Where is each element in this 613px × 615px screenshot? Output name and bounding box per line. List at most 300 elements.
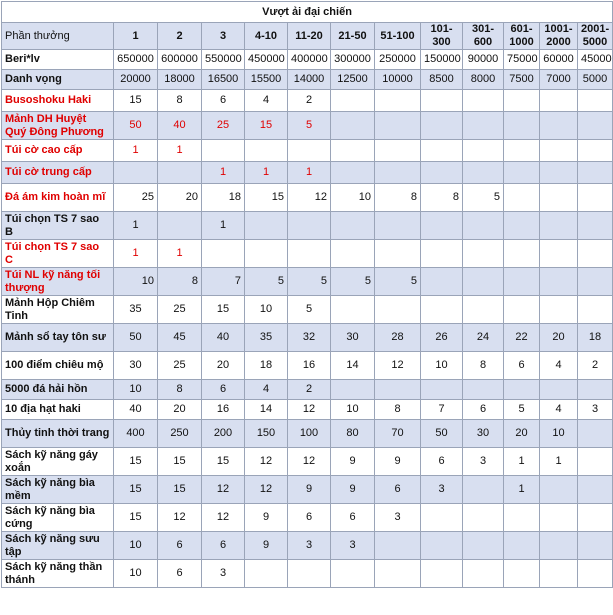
row-label: 10 địa hạt haki [2, 400, 114, 420]
row-value [540, 504, 578, 532]
row-value [114, 162, 158, 184]
row-value: 6 [504, 352, 540, 380]
row-value: 18 [578, 324, 613, 352]
row-value: 7500 [504, 70, 540, 90]
row-value: 24 [463, 324, 504, 352]
row-value: 2 [578, 352, 613, 380]
row-value [578, 420, 613, 448]
row-value [540, 184, 578, 212]
row-value [463, 268, 504, 296]
row-value: 300000 [331, 50, 375, 70]
row-value: 6 [202, 90, 245, 112]
row-value: 45000 [578, 50, 613, 70]
row-value [540, 532, 578, 560]
row-value [504, 380, 540, 400]
row-value: 15 [114, 476, 158, 504]
row-value: 30 [463, 420, 504, 448]
table-row [2, 162, 613, 184]
header-column: 601-1000 [504, 23, 540, 50]
row-value: 9 [375, 448, 421, 476]
table-row [2, 420, 613, 448]
row-value: 10 [540, 420, 578, 448]
row-value: 6 [375, 476, 421, 504]
row-value [540, 140, 578, 162]
row-value [331, 240, 375, 268]
row-value: 12 [202, 504, 245, 532]
row-value [578, 560, 613, 588]
header-column: 1001-2000 [540, 23, 578, 50]
row-label: Busoshoku Haki [2, 90, 114, 112]
row-value [375, 532, 421, 560]
row-value [288, 212, 331, 240]
row-value: 8 [421, 184, 463, 212]
row-value [331, 212, 375, 240]
row-value [504, 532, 540, 560]
row-value: 15 [158, 448, 202, 476]
row-value [540, 296, 578, 324]
row-value: 1 [114, 140, 158, 162]
row-label: Sách kỹ năng bìa mềm [2, 476, 114, 504]
row-value: 650000 [114, 50, 158, 70]
row-value: 200 [202, 420, 245, 448]
row-value: 9 [245, 504, 288, 532]
row-value: 5 [288, 268, 331, 296]
row-value: 80 [331, 420, 375, 448]
header-row [2, 23, 613, 50]
table-row [2, 560, 613, 588]
table-row [2, 212, 613, 240]
row-label: Sách kỹ năng thần thánh [2, 560, 114, 588]
row-value: 400 [114, 420, 158, 448]
row-value: 20 [540, 324, 578, 352]
row-value: 25 [158, 296, 202, 324]
header-label: Phần thưởng [2, 23, 114, 50]
row-value: 7000 [540, 70, 578, 90]
table-row [2, 324, 613, 352]
row-value [202, 140, 245, 162]
row-value [540, 560, 578, 588]
row-label: Túi cờ cao cấp [2, 140, 114, 162]
row-value [578, 380, 613, 400]
row-value [421, 112, 463, 140]
row-value: 5 [504, 400, 540, 420]
row-label: 100 điểm chiêu mộ [2, 352, 114, 380]
row-value: 450000 [245, 50, 288, 70]
row-value [331, 162, 375, 184]
row-value [504, 184, 540, 212]
row-value [421, 212, 463, 240]
row-label: Danh vọng [2, 70, 114, 90]
row-value: 16 [202, 400, 245, 420]
header-column: 3 [202, 23, 245, 50]
row-value: 250 [158, 420, 202, 448]
table-row [2, 50, 613, 70]
row-value: 5 [288, 296, 331, 324]
reward-table [1, 1, 613, 588]
row-value: 12 [288, 400, 331, 420]
row-value [421, 90, 463, 112]
table-row [2, 240, 613, 268]
row-value: 45 [158, 324, 202, 352]
row-value: 5 [331, 268, 375, 296]
row-value: 35 [245, 324, 288, 352]
row-value: 12 [202, 476, 245, 504]
row-value [504, 140, 540, 162]
row-value [375, 296, 421, 324]
row-value [540, 240, 578, 268]
row-value [421, 504, 463, 532]
row-value [540, 90, 578, 112]
row-value: 250000 [375, 50, 421, 70]
row-value: 150000 [421, 50, 463, 70]
row-value: 28 [375, 324, 421, 352]
row-value: 1 [158, 140, 202, 162]
row-value: 550000 [202, 50, 245, 70]
row-value: 32 [288, 324, 331, 352]
row-value [158, 212, 202, 240]
row-value: 3 [421, 476, 463, 504]
row-value [421, 560, 463, 588]
row-value [578, 162, 613, 184]
row-value [504, 560, 540, 588]
row-value: 1 [202, 212, 245, 240]
row-label: Túi chọn TS 7 sao B [2, 212, 114, 240]
row-value: 10 [114, 560, 158, 588]
table-row [2, 112, 613, 140]
row-label: Mảnh DH Huyệt Quý Đông Phương [2, 112, 114, 140]
row-label: Túi chọn TS 7 sao C [2, 240, 114, 268]
row-value: 2 [288, 380, 331, 400]
row-label: 5000 đá hải hồn [2, 380, 114, 400]
row-value: 18 [202, 184, 245, 212]
row-value: 12 [288, 184, 331, 212]
row-value [540, 268, 578, 296]
row-value [245, 212, 288, 240]
table-title: Vượt ải đại chiến [2, 2, 613, 23]
row-label: Đá ám kim hoàn mĩ [2, 184, 114, 212]
row-value [288, 560, 331, 588]
row-value: 14000 [288, 70, 331, 90]
row-value: 35 [114, 296, 158, 324]
header-column: 301-600 [463, 23, 504, 50]
row-value: 5 [375, 268, 421, 296]
row-value [578, 240, 613, 268]
row-value: 16 [288, 352, 331, 380]
table-body [2, 50, 613, 588]
row-value: 26 [421, 324, 463, 352]
row-value: 8 [375, 400, 421, 420]
row-value [463, 380, 504, 400]
row-value [504, 296, 540, 324]
table-row [2, 90, 613, 112]
row-value: 3 [578, 400, 613, 420]
row-value [578, 112, 613, 140]
table-row [2, 268, 613, 296]
row-value: 30 [114, 352, 158, 380]
row-value: 3 [331, 532, 375, 560]
row-value [288, 140, 331, 162]
row-value: 10 [114, 532, 158, 560]
header-column: 21-50 [331, 23, 375, 50]
table-row [2, 400, 613, 420]
row-value: 9 [331, 448, 375, 476]
row-value: 16500 [202, 70, 245, 90]
row-value: 5 [288, 112, 331, 140]
row-value [540, 380, 578, 400]
row-value [375, 560, 421, 588]
row-value [578, 504, 613, 532]
row-value [504, 504, 540, 532]
table-row [2, 140, 613, 162]
row-value [504, 240, 540, 268]
row-value [463, 140, 504, 162]
row-value [421, 380, 463, 400]
row-value [288, 240, 331, 268]
row-value [463, 212, 504, 240]
row-value [578, 532, 613, 560]
row-value: 15 [202, 448, 245, 476]
row-value: 12 [245, 476, 288, 504]
row-value: 8 [158, 268, 202, 296]
row-value [375, 212, 421, 240]
row-value: 25 [114, 184, 158, 212]
row-value [463, 504, 504, 532]
row-value: 1 [158, 240, 202, 268]
row-value [578, 268, 613, 296]
row-value: 4 [245, 380, 288, 400]
row-value: 60000 [540, 50, 578, 70]
row-value [463, 296, 504, 324]
row-value: 15 [245, 184, 288, 212]
row-value: 18 [245, 352, 288, 380]
row-value: 20 [202, 352, 245, 380]
header-column: 1 [114, 23, 158, 50]
row-value: 4 [540, 400, 578, 420]
row-value: 8 [158, 380, 202, 400]
row-value: 6 [158, 560, 202, 588]
header-column: 11-20 [288, 23, 331, 50]
row-value [504, 162, 540, 184]
row-value: 3 [288, 532, 331, 560]
row-value: 3 [202, 560, 245, 588]
row-value: 4 [245, 90, 288, 112]
row-value: 20000 [114, 70, 158, 90]
row-value: 15 [114, 448, 158, 476]
row-value: 7 [421, 400, 463, 420]
row-value [578, 212, 613, 240]
row-value: 50 [421, 420, 463, 448]
row-value [578, 296, 613, 324]
row-value: 2 [288, 90, 331, 112]
row-value [504, 212, 540, 240]
row-value [202, 240, 245, 268]
row-value [463, 476, 504, 504]
row-value: 14 [331, 352, 375, 380]
row-value [158, 162, 202, 184]
table-row [2, 476, 613, 504]
row-value: 12500 [331, 70, 375, 90]
row-value: 12 [158, 504, 202, 532]
table-row [2, 352, 613, 380]
row-label: Mảnh sổ tay tôn sư [2, 324, 114, 352]
table-row [2, 296, 613, 324]
row-value: 400000 [288, 50, 331, 70]
row-value [504, 90, 540, 112]
row-value: 1 [114, 240, 158, 268]
row-value: 6 [158, 532, 202, 560]
row-value: 9 [245, 532, 288, 560]
row-value: 30 [331, 324, 375, 352]
row-value [331, 140, 375, 162]
row-value: 1 [540, 448, 578, 476]
row-value: 10 [331, 184, 375, 212]
row-value: 15 [114, 90, 158, 112]
row-value: 20 [504, 420, 540, 448]
row-value: 40 [202, 324, 245, 352]
row-value: 6 [288, 504, 331, 532]
table-row [2, 70, 613, 90]
row-value: 8 [158, 90, 202, 112]
row-value [463, 162, 504, 184]
row-value: 6 [202, 532, 245, 560]
row-value: 20 [158, 184, 202, 212]
row-label: Túi NL kỹ năng tối thượng [2, 268, 114, 296]
row-value [421, 162, 463, 184]
row-value: 8500 [421, 70, 463, 90]
row-value: 50 [114, 112, 158, 140]
row-value: 5 [245, 268, 288, 296]
row-value: 70 [375, 420, 421, 448]
row-value [540, 476, 578, 504]
row-label: Sách kỹ năng sưu tập [2, 532, 114, 560]
row-value: 15 [202, 296, 245, 324]
row-value [463, 90, 504, 112]
row-value: 10 [245, 296, 288, 324]
row-value [375, 112, 421, 140]
row-value: 6 [202, 380, 245, 400]
row-value [540, 162, 578, 184]
row-value: 1 [114, 212, 158, 240]
row-value: 600000 [158, 50, 202, 70]
row-value [331, 296, 375, 324]
row-value [463, 240, 504, 268]
row-value: 18000 [158, 70, 202, 90]
row-value: 1 [202, 162, 245, 184]
row-value [421, 240, 463, 268]
row-value [578, 140, 613, 162]
row-value [463, 532, 504, 560]
row-value [578, 90, 613, 112]
row-value: 25 [158, 352, 202, 380]
row-value: 1 [504, 476, 540, 504]
row-value [375, 162, 421, 184]
row-value [463, 560, 504, 588]
row-value: 12 [375, 352, 421, 380]
table-row [2, 380, 613, 400]
header-column: 101-300 [421, 23, 463, 50]
row-value: 20 [158, 400, 202, 420]
header-column: 51-100 [375, 23, 421, 50]
row-value: 40 [114, 400, 158, 420]
row-value: 1 [288, 162, 331, 184]
row-value: 8000 [463, 70, 504, 90]
row-value: 5000 [578, 70, 613, 90]
row-value: 14 [245, 400, 288, 420]
row-value: 10 [114, 268, 158, 296]
row-value: 10 [421, 352, 463, 380]
row-value: 9 [288, 476, 331, 504]
row-label: Sách kỹ năng bìa cứng [2, 504, 114, 532]
row-value: 50 [114, 324, 158, 352]
row-value [375, 140, 421, 162]
row-value: 12 [288, 448, 331, 476]
row-value: 3 [375, 504, 421, 532]
row-value: 90000 [463, 50, 504, 70]
row-value: 12 [245, 448, 288, 476]
row-value: 15 [114, 504, 158, 532]
row-value [375, 240, 421, 268]
row-value [504, 268, 540, 296]
header-column: 2 [158, 23, 202, 50]
row-value [331, 380, 375, 400]
row-label: Beri*lv [2, 50, 114, 70]
row-value: 40 [158, 112, 202, 140]
row-value [578, 476, 613, 504]
row-value: 15 [245, 112, 288, 140]
row-value [245, 140, 288, 162]
row-value: 6 [331, 504, 375, 532]
row-value: 8 [463, 352, 504, 380]
row-label: Mảnh Hộp Chiêm Tinh [2, 296, 114, 324]
row-value: 75000 [504, 50, 540, 70]
row-value [331, 112, 375, 140]
table-row [2, 448, 613, 476]
row-value [375, 380, 421, 400]
row-value: 10 [331, 400, 375, 420]
row-value [421, 140, 463, 162]
table-row [2, 504, 613, 532]
row-value: 22 [504, 324, 540, 352]
header-column: 2001-5000 [578, 23, 613, 50]
table-row [2, 532, 613, 560]
row-value: 4 [540, 352, 578, 380]
row-value: 6 [421, 448, 463, 476]
row-value [421, 268, 463, 296]
row-value: 15500 [245, 70, 288, 90]
row-value: 1 [504, 448, 540, 476]
row-value: 8 [375, 184, 421, 212]
row-value [245, 560, 288, 588]
row-value [375, 90, 421, 112]
row-label: Túi cờ trung cấp [2, 162, 114, 184]
row-value [331, 90, 375, 112]
row-label: Sách kỹ năng gáy xoắn [2, 448, 114, 476]
row-value: 9 [331, 476, 375, 504]
row-value [540, 212, 578, 240]
row-value [540, 112, 578, 140]
row-value: 6 [463, 400, 504, 420]
header-column: 4-10 [245, 23, 288, 50]
row-value: 10 [114, 380, 158, 400]
table-row [2, 184, 613, 212]
row-value: 150 [245, 420, 288, 448]
row-value: 7 [202, 268, 245, 296]
row-value: 10000 [375, 70, 421, 90]
row-value: 100 [288, 420, 331, 448]
row-value: 1 [245, 162, 288, 184]
row-value [421, 296, 463, 324]
row-value [463, 112, 504, 140]
